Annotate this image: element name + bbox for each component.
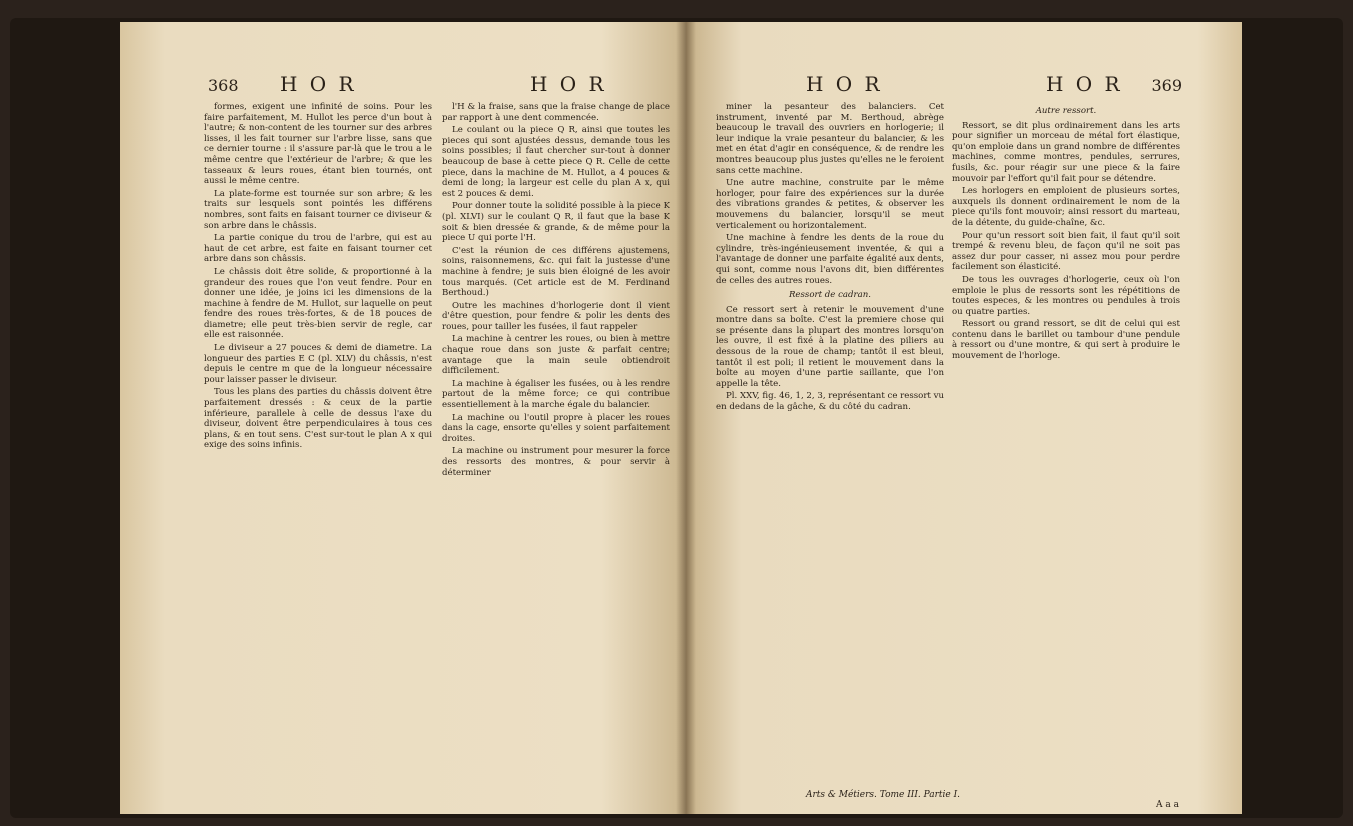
text-column	[716, 102, 944, 792]
paragraph: miner la pesanteur des balanciers. Cet instrument, inventé par M. Berthoud, abrège beaucoup le travail des ouvriers en horlogerie; il leur indique la vraie pesanteur du balancier, & les met en état d'agir en conséquence, & de rendre les montres beaucoup plus justes qu'elles ne le feroient sans cette machine.	[716, 102, 944, 176]
page-number: 369	[1151, 76, 1182, 95]
paragraph: La partie conique du trou de l'arbre, qui est au haut de cet arbre, est faite en faisant tourner cet arbre dans son châssis.	[204, 233, 432, 265]
paragraph: Pl. XXV, fig. 46, 1, 2, 3, représentant ce ressort vu en dedans de la gâche, & du côté du cadran.	[716, 391, 944, 413]
paragraph: Le châssis doit être solide, & proportionné à la grandeur des roues que l'on veut fendre. Pour en donner une idée, je joins ici les dimensions de la machine à fendre de M. Hullot, sur laquelle on peut fendre des roues très-fortes, & de 18 pouces de diametre; elle peut très-bien servir de regle, car elle est raisonnée.	[204, 266, 432, 341]
paragraph: l'H & la fraise, sans que la fraise change de place par rapport à une dent commencée.	[442, 102, 670, 123]
paragraph: La machine ou instrument pour mesurer la force des ressorts des montres, & pour servir à déterminer	[442, 446, 670, 478]
right-page	[686, 22, 1242, 814]
paragraph: C'est la réunion de ces différens ajustemens, soins, raisonnemens, &c. qui fait la justesse d'une machine à fendre; je suis bien éloigné de les avoir tous marqués. (Cet article est de M. Ferdinand Berthoud.)	[442, 245, 670, 299]
paragraph: La machine à égaliser les fusées, ou à les rendre partout de la même force; ce qui contribue essentiellement à la marche égale du balancier.	[442, 378, 670, 411]
paragraph: Le coulant ou la piece Q R, ainsi que toutes les pieces qui sont ajustées dessus, demande tous les soins possibles; il faut chercher sur-tout à donner beaucoup de base à cette piece Q R. Celle de cette piece, dans la machine de M. Hullot, a 4 pouces & demi de long; la largeur est celle du plan A x, qui est 2 pouces & demi.	[442, 125, 670, 199]
paragraph: De tous les ouvrages d'horlogerie, ceux où l'on emploie le plus de ressorts sont les répétitions de toutes especes, & les montres ou pendules à trois ou quatre parties.	[952, 274, 1180, 317]
text-column	[204, 102, 432, 792]
paragraph: Pour qu'un ressort soit bien fait, il faut qu'il soit trempé & revenu bleu, de façon qu'il ne soit pas assez dur pour casser, ni assez mou pour perdre facilement son élasticité.	[952, 230, 1180, 273]
paragraph: La machine ou l'outil propre à placer les roues dans la cage, ensorte qu'elles y soient parfaitement droites.	[442, 412, 670, 444]
book-spread	[10, 18, 1343, 818]
running-head: H O R	[280, 72, 357, 96]
right-page-header	[686, 72, 1242, 102]
paragraph: Pour donner toute la solidité possible à la piece K (pl. XLVI) sur le coulant Q R, il faut que la base K soit & bien dressée & grande, & de même pour la piece U qui porte l'H.	[442, 201, 670, 244]
paragraph: Ce ressort sert à retenir le mouvement d'une montre dans sa boîte. C'est la premiere chose qui se présente dans la plupart des montres lorsqu'on les ouvre, il est fixé à la platine des piliers au dessous de la roue de champ; tantôt il est bleui, tantôt il est poli; il retient le mouvement dans la boîte au moyen d'une partie saillante, que l'on appelle la tête.	[716, 304, 944, 389]
page-footer: Arts & Métiers. Tome III. Partie I.	[806, 790, 961, 800]
paragraph: Ressort ou grand ressort, se dit de celui qui est contenu dans le barillet ou tambour d'une pendule à ressort ou d'une montre, & qui sert à produire le mouvement de l'horloge.	[952, 319, 1180, 362]
paragraph: Ressort, se dit plus ordinairement dans les arts pour signifier un morceau de métal fort élastique, qu'on emploie dans un grand nombre de différentes machines, comme montres, pendules, serrures, fusils, &c. pour réagir sur une piece & la faire mouvoir par l'effort qu'il fait pour se détendre.	[952, 120, 1180, 184]
paragraph: Le diviseur a 27 pouces & demi de diametre. La longueur des parties E C (pl. XLV) du châssis, n'est depuis le centre m que de la longueur nécessaire pour laisser passer le diviseur.	[204, 343, 432, 385]
paragraph: La plate-forme est tournée sur son arbre; & les traits sur lesquels sont pointés les différens nombres, sont faits en faisant tourner ce diviseur & son arbre dans le châssis.	[204, 188, 432, 231]
paragraph: formes, exigent une infinité de soins. Pour les faire parfaitement, M. Hullot les perce d'un bout à l'autre; & non-content de les tourner sur des arbres lisses, il les fait tourner sur l'arbre lisse, sans que ce dernier tourne : il s'assure par-là que le trou a le même centre que l'extérieur de l'arbre; & que les tasseaux & leurs roues, étant bien tournés, ont aussi le même centre.	[204, 102, 432, 187]
paragraph: Une machine à fendre les dents de la roue du cylindre, très-ingénieusement inventée, & qui a l'avantage de donner une parfaite égalité aux dents, qui sont, comme nous l'avons dit, bien différentes de celles des autres roues.	[716, 233, 944, 286]
section-heading: Autre ressort.	[1035, 106, 1097, 116]
paragraph: Tous les plans des parties du châssis doivent être parfaitement dressés : & ceux de la partie inférieure, parallele à celle de dessus l'axe du diviseur, doivent être perpendiculaires à tous ces plans, & en tout sens. C'est sur-tout le plan A x qui exige des soins infinis.	[204, 387, 432, 451]
paragraph: Outre les machines d'horlogerie dont il vient d'être question, pour fendre & polir les dents des roues, pour tailler les fusées, il faut rappeler	[442, 300, 670, 332]
paragraph: La machine à centrer les roues, ou bien à mettre chaque roue dans son juste & parfait centre; avantage que la main seule obtiendroit difficilement.	[442, 334, 670, 377]
page-number: 368	[208, 76, 239, 95]
paragraph: Les horlogers en emploient de plusieurs sortes, auxquels ils donnent ordinairement le nom de la piece qu'ils font mouvoir; ainsi ressort du marteau, de la détente, du guide-chaîne, &c.	[952, 186, 1180, 228]
signature-mark: A a a	[1156, 800, 1179, 810]
running-head: H O R	[1046, 72, 1123, 96]
running-head: H O R	[530, 72, 607, 96]
text-column	[442, 102, 670, 792]
left-page	[120, 22, 686, 814]
section-heading: Ressort de cadran.	[788, 290, 872, 301]
paragraph: Une autre machine, construite par le même horloger, pour faire des expériences sur la durée des vibrations grandes & petites, & observer les mouvemens du balancier, lorsqu'il se meut verticalement ou horizontalement.	[716, 178, 944, 231]
text-column	[952, 102, 1180, 792]
book-gutter	[676, 22, 696, 814]
left-page-header	[120, 72, 686, 102]
running-head: H O R	[806, 72, 883, 96]
